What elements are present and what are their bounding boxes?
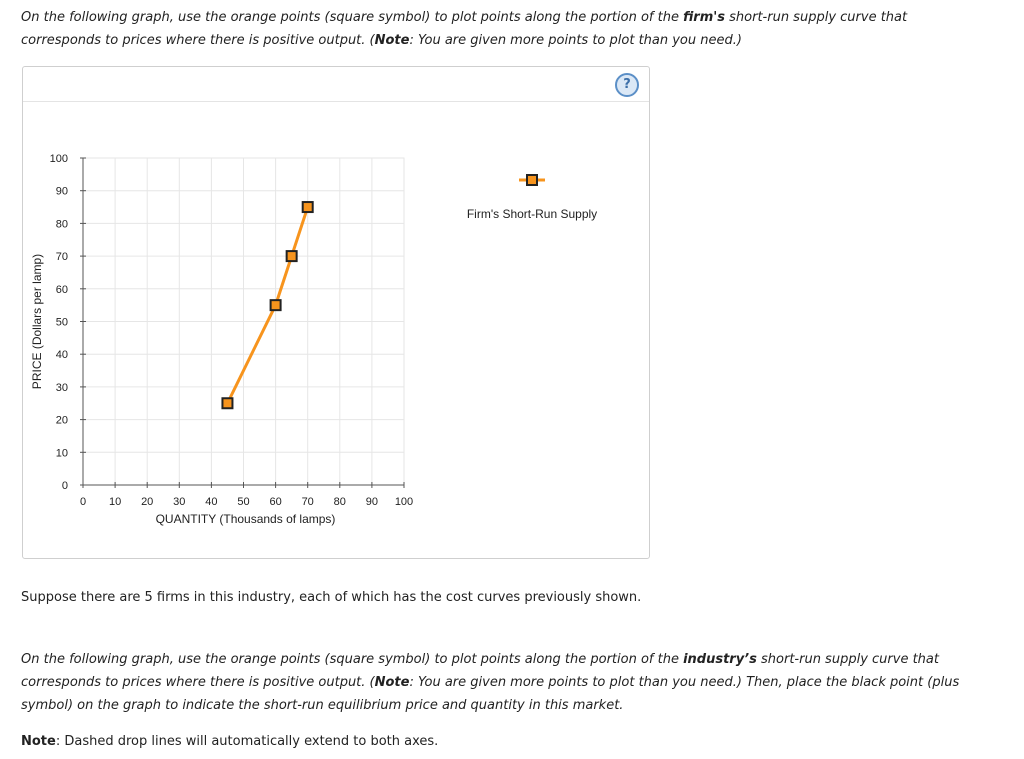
x-tick-label: 80 — [333, 496, 346, 508]
chart-ticks — [50, 153, 414, 508]
y-tick-label: 90 — [55, 185, 68, 198]
drop-lines-note — [21, 730, 438, 753]
y-tick-label: 70 — [55, 251, 68, 264]
intro-text-2: short-run supply curve that corresponds to prices where there is positive output. ( — [21, 10, 908, 48]
y-tick-label: 50 — [55, 316, 68, 329]
y-tick-label: 10 — [55, 447, 68, 460]
x-tick-label: 60 — [269, 496, 282, 508]
intro-note-label: Note — [374, 33, 410, 48]
y-tick-label: 80 — [55, 218, 68, 231]
supply-point[interactable] — [303, 202, 313, 212]
para4-text: : Dashed drop lines will automatically extend to both axes. — [55, 734, 439, 749]
supply-line — [227, 207, 307, 403]
para3-note-label: Note — [374, 675, 410, 690]
y-tick-label: 30 — [55, 381, 68, 394]
para3-text-3: : You are given more points to plot than you need.) Then, place the black point (plus symbol) on the graph to indicate the short-run equilibrium price and quantity in this market. — [21, 675, 960, 713]
intro-text-1: On the following graph, use the orange points (square symbol) to plot points along the portion of the — [21, 10, 684, 25]
intro-text-3: : You are given more points to plot than you need.) — [409, 33, 742, 48]
x-tick-label: 0 — [79, 496, 87, 508]
y-tick-label: 0 — [61, 480, 68, 492]
firm-supply-series[interactable] — [222, 202, 312, 408]
x-tick-label: 50 — [237, 496, 250, 508]
supply-point[interactable] — [222, 398, 232, 408]
help-icon[interactable]: ? — [615, 73, 639, 97]
chart-grid — [83, 158, 404, 485]
x-tick-label: 90 — [365, 496, 379, 508]
para4-note-label: Note — [21, 734, 56, 749]
intro-bold-firms: firm's — [683, 10, 725, 25]
para3-text-2: short-run supply curve that corresponds to prices where there is positive output. ( — [21, 652, 939, 690]
y-tick-label: 60 — [55, 283, 68, 296]
legend-label: Firm's Short-Run Supply — [466, 207, 598, 221]
y-tick-label: 40 — [55, 349, 68, 362]
y-tick-label: 20 — [55, 414, 68, 427]
x-tick-label: 40 — [205, 496, 218, 508]
para3-bold-industry: industry’s — [683, 652, 757, 667]
supply-point[interactable] — [287, 251, 297, 261]
x-tick-label: 100 — [394, 496, 414, 508]
supply-point[interactable] — [271, 300, 281, 310]
industry-statement: Suppose there are 5 firms in this industry, each of which has the cost curves previously shown. — [21, 590, 642, 605]
x-tick-label: 70 — [301, 496, 314, 508]
y-axis-title: PRICE (Dollars per lamp) — [30, 253, 44, 390]
para3-text-1: On the following graph, use the orange points (square symbol) to plot points along the portion of the — [21, 652, 684, 667]
y-tick-label: 100 — [49, 153, 68, 165]
x-axis-title: QUANTITY (Thousands of lamps) — [155, 512, 336, 526]
x-tick-label: 10 — [108, 496, 122, 508]
x-tick-label: 30 — [173, 496, 186, 508]
chart-legend[interactable] — [467, 175, 597, 221]
x-tick-label: 20 — [141, 496, 154, 508]
industry-instructions — [21, 648, 981, 717]
legend-square-marker[interactable] — [527, 175, 537, 185]
